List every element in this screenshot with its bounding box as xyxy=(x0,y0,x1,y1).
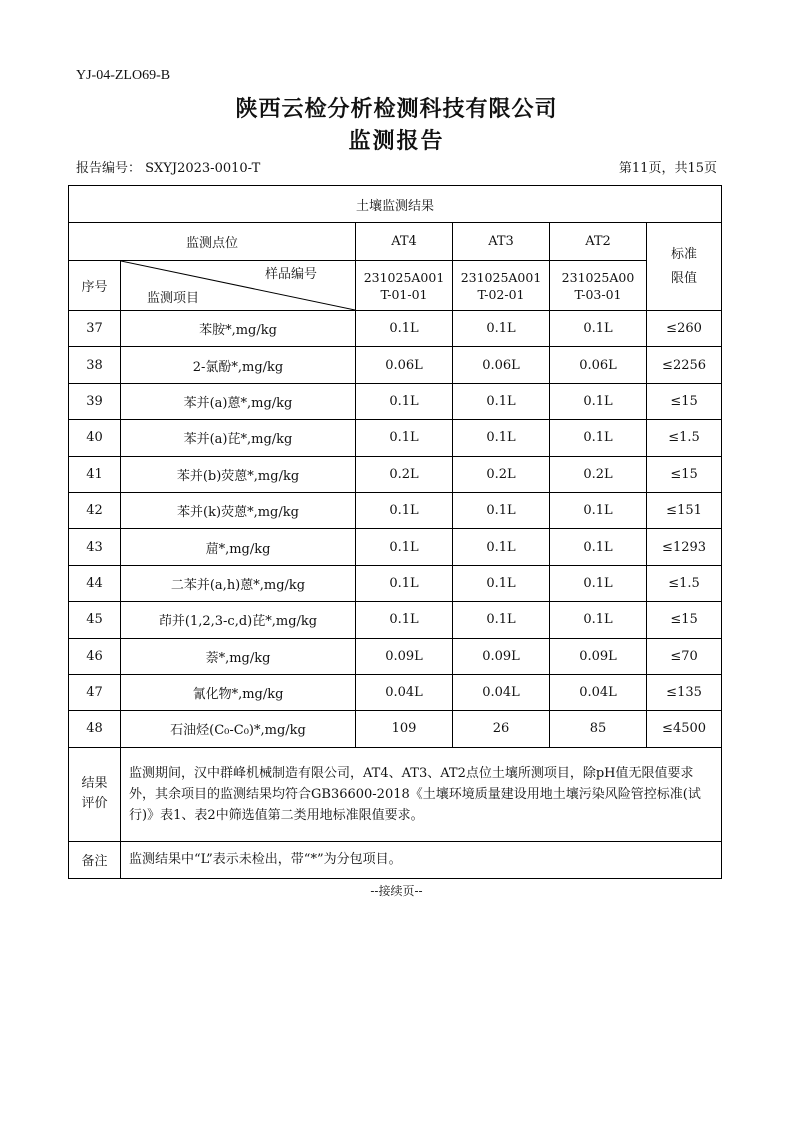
row-value-at3: 0.1L xyxy=(453,311,550,347)
row-no: 37 xyxy=(69,311,121,347)
row-item: 二苯并(a,h)蒽*,mg/kg xyxy=(121,565,356,601)
row-value-at2: 85 xyxy=(550,711,647,747)
sample-code-1-line2: T-01-01 xyxy=(380,286,428,302)
row-value-at4: 0.1L xyxy=(356,383,453,419)
sample-code-1-line1: 231025A001 xyxy=(363,269,445,285)
evaluation-label xyxy=(69,747,121,841)
table-row xyxy=(69,638,722,674)
row-no: 46 xyxy=(69,638,121,674)
row-value-at4: 0.2L xyxy=(356,456,453,492)
row-value-at3: 0.1L xyxy=(453,565,550,601)
evaluation-text: 监测期间，汉中群峰机械制造有限公司，AT4、AT3、AT2点位土壤所测项目，除pH值无限值要求外，其余项目的监测结果均符合GB36600-2018《土壤环境质量建设用地土壤污染风险管控标准(试行)》表1、表2中筛选值第二类用地标准限值要求。 xyxy=(121,747,722,841)
row-value-at2: 0.09L xyxy=(550,638,647,674)
table-row xyxy=(69,420,722,456)
table-row xyxy=(69,347,722,383)
row-limit: ≤135 xyxy=(647,674,722,710)
row-value-at4: 0.06L xyxy=(356,347,453,383)
row-no: 48 xyxy=(69,711,121,747)
table-row xyxy=(69,565,722,601)
row-value-at3: 0.06L xyxy=(453,347,550,383)
row-value-at4: 0.1L xyxy=(356,565,453,601)
row-limit: ≤15 xyxy=(647,383,722,419)
row-no: 38 xyxy=(69,347,121,383)
row-no: 47 xyxy=(69,674,121,710)
row-value-at4: 0.1L xyxy=(356,602,453,638)
sample-code-3-line1: 231025A00 xyxy=(561,269,635,285)
item-label: 监测项目 xyxy=(147,291,200,306)
row-item: 石油烃(C₀-C₀)*,mg/kg xyxy=(121,711,356,747)
row-limit: ≤151 xyxy=(647,492,722,528)
company-name: 陕西云检分析检测科技有限公司 xyxy=(235,97,558,122)
table-row xyxy=(69,456,722,492)
row-value-at3: 0.1L xyxy=(453,492,550,528)
row-limit: ≤70 xyxy=(647,638,722,674)
row-no: 41 xyxy=(69,456,121,492)
row-limit: ≤15 xyxy=(647,456,722,492)
row-value-at2: 0.1L xyxy=(550,420,647,456)
row-item: 苯胺*,mg/kg xyxy=(121,311,356,347)
row-limit: ≤15 xyxy=(647,602,722,638)
continued-marker: --接续页-- xyxy=(370,884,423,898)
evaluation-label-2: 评价 xyxy=(81,796,108,812)
sample-code-3 xyxy=(550,261,647,311)
sample-code-3-line2: T-03-01 xyxy=(574,286,622,302)
row-no: 39 xyxy=(69,383,121,419)
row-no: 45 xyxy=(69,602,121,638)
evaluation-label-1: 结果 xyxy=(81,776,108,792)
point-at2: AT2 xyxy=(550,223,647,261)
point-at3: AT3 xyxy=(453,223,550,261)
row-value-at4: 109 xyxy=(356,711,453,747)
row-item: 萘*,mg/kg xyxy=(121,638,356,674)
sample-code-2-line2: T-02-01 xyxy=(477,286,525,302)
row-value-at2: 0.04L xyxy=(550,674,647,710)
row-value-at4: 0.1L xyxy=(356,311,453,347)
row-limit: ≤1293 xyxy=(647,529,722,565)
row-value-at2: 0.06L xyxy=(550,347,647,383)
table-row xyxy=(69,674,722,710)
row-value-at3: 26 xyxy=(453,711,550,747)
sample-code-2 xyxy=(453,261,550,311)
row-limit: ≤260 xyxy=(647,311,722,347)
table-row xyxy=(69,383,722,419)
row-value-at4: 0.1L xyxy=(356,420,453,456)
limit-header xyxy=(647,223,722,311)
row-item: 苯并(a)芘*,mg/kg xyxy=(121,420,356,456)
page-info: 第11页，共15页 xyxy=(618,161,717,176)
point-at4: AT4 xyxy=(356,223,453,261)
row-value-at2: 0.1L xyxy=(550,492,647,528)
row-value-at4: 0.1L xyxy=(356,492,453,528)
row-value-at4: 0.1L xyxy=(356,529,453,565)
seq-label: 序号 xyxy=(69,261,121,311)
table-row xyxy=(69,492,722,528)
diagonal-header xyxy=(121,261,356,311)
sample-code-2-line1: 231025A001 xyxy=(460,269,542,285)
row-value-at3: 0.1L xyxy=(453,383,550,419)
row-item: 茚并(1,2,3-c,d)芘*,mg/kg xyxy=(121,602,356,638)
row-limit: ≤2256 xyxy=(647,347,722,383)
row-item: 䓛*,mg/kg xyxy=(121,529,356,565)
limit-label-1: 标准 xyxy=(671,246,698,262)
table-row xyxy=(69,602,722,638)
table-row xyxy=(69,711,722,747)
row-item: 2-氯酚*,mg/kg xyxy=(121,347,356,383)
table-row xyxy=(69,311,722,347)
row-value-at2: 0.1L xyxy=(550,383,647,419)
row-value-at3: 0.2L xyxy=(453,456,550,492)
row-no: 44 xyxy=(69,565,121,601)
limit-label-2: 限值 xyxy=(671,270,698,286)
row-limit: ≤4500 xyxy=(647,711,722,747)
row-item: 苯并(b)荧蒽*,mg/kg xyxy=(121,456,356,492)
row-value-at3: 0.1L xyxy=(453,529,550,565)
row-item: 苯并(k)荧蒽*,mg/kg xyxy=(121,492,356,528)
sample-code-1 xyxy=(356,261,453,311)
row-no: 42 xyxy=(69,492,121,528)
row-value-at4: 0.09L xyxy=(356,638,453,674)
row-value-at3: 0.1L xyxy=(453,420,550,456)
note-text: 监测结果中“L”表示未检出，带“*”为分包项目。 xyxy=(121,841,722,878)
row-value-at3: 0.04L xyxy=(453,674,550,710)
row-no: 43 xyxy=(69,529,121,565)
table-caption: 土壤监测结果 xyxy=(69,186,722,223)
point-label: 监测点位 xyxy=(69,223,356,261)
table-row xyxy=(69,529,722,565)
row-no: 40 xyxy=(69,420,121,456)
sample-no-label: 样品编号 xyxy=(264,267,317,282)
note-label: 备注 xyxy=(69,841,121,878)
row-value-at2: 0.1L xyxy=(550,602,647,638)
row-item: 氰化物*,mg/kg xyxy=(121,674,356,710)
report-title: 监测报告 xyxy=(348,129,445,154)
row-value-at4: 0.04L xyxy=(356,674,453,710)
row-value-at2: 0.1L xyxy=(550,311,647,347)
row-item: 苯并(a)蒽*,mg/kg xyxy=(121,383,356,419)
results-table xyxy=(68,185,722,879)
row-value-at3: 0.09L xyxy=(453,638,550,674)
report-number: 报告编号： SXYJ2023-0010-T xyxy=(76,161,261,176)
row-value-at2: 0.2L xyxy=(550,456,647,492)
row-value-at2: 0.1L xyxy=(550,565,647,601)
row-value-at2: 0.1L xyxy=(550,529,647,565)
document-code: YJ-04-ZLO69-B xyxy=(76,68,171,83)
row-limit: ≤1.5 xyxy=(647,565,722,601)
row-limit: ≤1.5 xyxy=(647,420,722,456)
row-value-at3: 0.1L xyxy=(453,602,550,638)
